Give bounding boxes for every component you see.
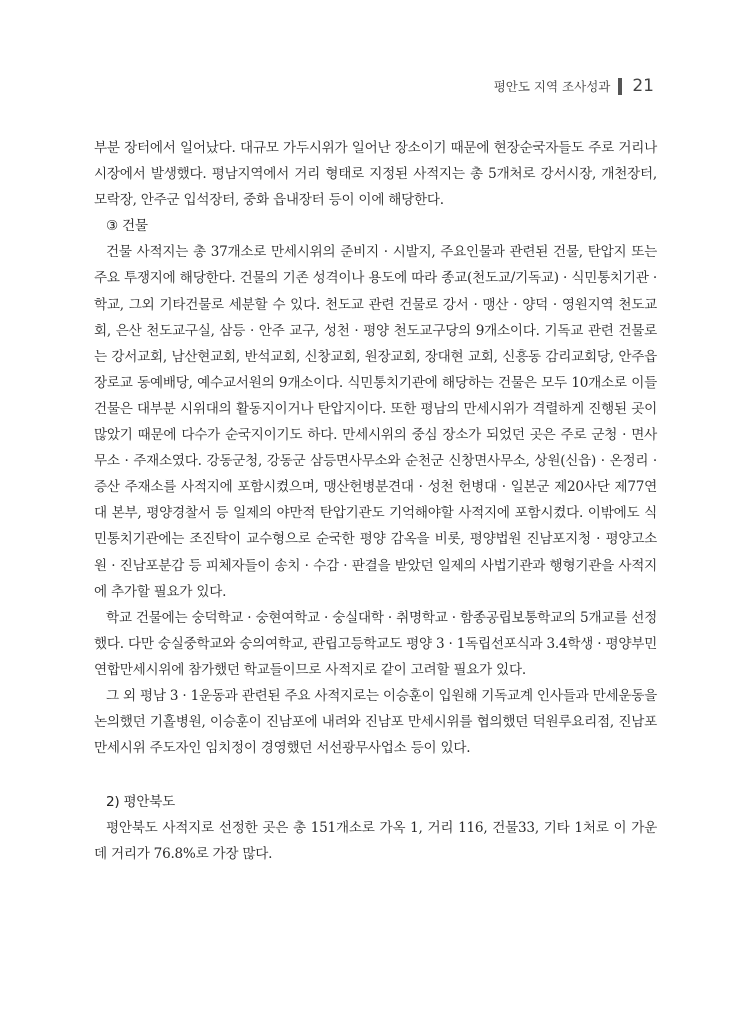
section-heading-pyeonganbukdo: 2) 평안북도: [106, 794, 176, 811]
page-number: 21: [632, 76, 654, 96]
paragraph-buildings: 건물 사적지는 총 37개소로 만세시위의 준비지 · 시발지, 주요인물과 관련된 건물, 탄압지 또는 주요 투쟁지에 해당한다. 건물의 기존 성격이나 용도에 따라 종교(천도교/기독교) · 식민통치기관 · 학교, 그외 기타건물로 세분할 수 있다. 천도교 관련 건물로 강서 · 맹산 · 양덕 · 영원지역 천도교회, 은산 천도교구실, 삼등 · 안주 교구, 성천 · 평양 천도교구당의 9개소이다. 기독교 관련 건물로는 강서교회, 남산현교회, 반석교회, 신창교회, 원장교회, 장대현 교회, 신흥동 감리교회당, 안주읍 장로교 동예배당, 예수교서원의 9개소이다. 식민통치기관에 해당하는 건물은 모두 10개소로 이들 건물은 대부분 시위대의 활동지이거나 탄압지이다. 또한 평남의 만세시위가 격렬하게 진행된 곳이 많았기 때문에 다수가 순국지이기도 하다. 만세시위의 중심 장소가 되었던 곳은 주로 군청 · 면사무소 · 주재소였다. 강동군청, 강동군 삼등면사무소와 순천군 신창면사무소, 상원(신읍) · 온정리 · 증산 주재소를 사적지에 포함시켰으며, 맹산헌병분견대 · 성천 헌병대 · 일본군 제20사단 제77연대 본부, 평양경찰서 등 일제의 야만적 탄압기관도 기억해야할 사적지에 포함시켰다. 이밖에도 식민통치기관에는 조진탁이 교수형으로 순국한 평양 감옥을 비롯, 평양법원 진남포지청 · 평양고소원 · 진남포분감 등 피체자들이 송치 · 수감 · 판결을 받았던 일제의 사법기관과 행형기관을 사적지에 추가할 필요가 있다.: [94, 244, 657, 600]
paragraph-pyeonganbukdo: 평안북도 사적지로 선정한 곳은 총 151개소로 가옥 1, 거리 116, 건물33, 기타 1처로 이 가운데 거리가 76.8%로 가장 많다.: [94, 820, 657, 863]
header-divider-bar: [618, 78, 622, 95]
subheading-buildings: ③ 건물: [106, 218, 148, 235]
paragraph-schools: 학교 건물에는 숭덕학교 · 숭현여학교 · 숭실대학 · 취명학교 · 함종공립보통학교의 5개교를 선정했다. 다만 숭실중학교와 숭의여학교, 관립고등학교도 평양 3 · 1독립선포식과 3.4학생 · 평양부민 연합만세시위에 참가했던 학교들이므로 사적지로 같이 고려할 필요가 있다.: [94, 609, 657, 678]
paragraph-other-sites: 그 외 평남 3 · 1운동과 관련된 주요 사적지로는 이승훈이 입원해 기독교계 인사들과 만세운동을 논의했던 기홀병원, 이승훈이 진남포에 내려와 진남포 만세시위를 협의했던 덕원루요리점, 진남포만세시위 주도자인 임치정이 경영했던 서선광무사업소 등이 있다.: [94, 687, 657, 757]
paragraph-streets: 부분 장터에서 일어났다. 대규모 가두시위가 일어난 장소이기 때문에 현장순국자들도 주로 거리나 시장에서 발생했다. 평남지역에서 거리 형태로 지정된 사적지는 총 5개처로 강서시장, 개천장터, 모락장, 안주군 입석장터, 중화 읍내장터 등이 이에 해당한다.: [94, 140, 657, 209]
running-header: [494, 76, 654, 96]
running-header-title: 평안도 지역 조사성과: [493, 79, 611, 94]
body-text: [94, 135, 657, 868]
